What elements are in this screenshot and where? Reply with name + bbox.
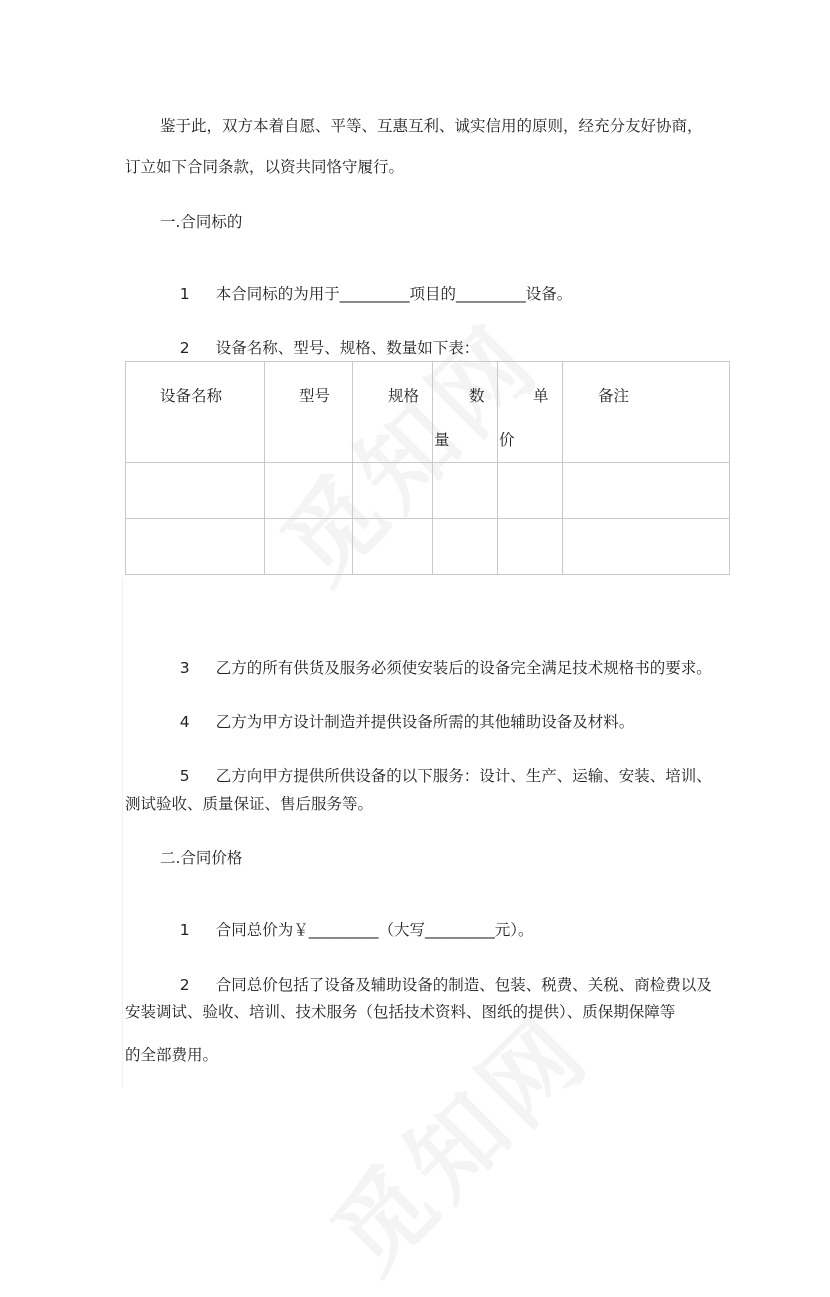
section-heading-1: 一.合同标的 <box>160 213 243 231</box>
header-cell-spec: 规格 <box>353 362 433 463</box>
intro-line-2: 订立如下合同条款，以资共同恪守履行。 <box>125 158 405 176</box>
margin-guide <box>122 578 123 1088</box>
clause-text: 乙方为甲方设计制造并提供设备所需的其他辅助设备及材料。 <box>215 713 635 731</box>
table-cell <box>353 463 433 519</box>
clause-1-3 <box>160 638 712 696</box>
table-cell <box>433 463 498 519</box>
table-cell <box>353 519 433 575</box>
clause-text: 乙方向甲方提供所供设备的以下服务：设计、生产、运输、安装、培训、 <box>215 767 712 785</box>
table-cell <box>498 519 563 575</box>
clause-2-1 <box>160 900 533 958</box>
table-cell <box>563 463 730 519</box>
clause-number: 2 <box>179 339 190 357</box>
table-cell <box>126 463 265 519</box>
clause-1-1 <box>160 264 572 322</box>
table-cell <box>126 519 265 575</box>
clause-2-2-continued: 的全部费用。 <box>125 1046 219 1064</box>
section-heading-2: 二.合同价格 <box>160 849 243 867</box>
clause-number: 3 <box>179 659 190 677</box>
table-row <box>126 519 730 575</box>
intro-line-1: 鉴于此，双方本着自愿、平等、互惠互利、诚实信用的原则，经充分友好协商， <box>160 117 703 135</box>
clause-text: 乙方的所有供货及服务必须使安装后的设备完全满足技术规格书的要求。 <box>215 659 712 677</box>
header-cell-note: 备注 <box>563 362 730 463</box>
table-cell <box>498 463 563 519</box>
table-cell <box>265 519 353 575</box>
clause-number: 4 <box>179 713 190 731</box>
clause-2-2-continued: 安装调试、验收、培训、技术服务（包括技术资料、图纸的提供）、质保期保障等 <box>125 1003 676 1021</box>
clause-1-5-continued: 测试验收、质量保证、售后服务等。 <box>125 795 374 813</box>
clause-number: 5 <box>179 767 190 785</box>
header-cell-qty: 数 量 <box>433 362 498 463</box>
clause-1-4 <box>160 692 634 750</box>
equipment-table <box>125 361 730 575</box>
header-cell-name: 设备名称 <box>126 362 265 463</box>
watermark <box>297 980 614 1297</box>
clause-text: 合同总价包括了设备及辅助设备的制造、包装、税费、关税、商检费以及 <box>215 976 712 994</box>
table-cell <box>563 519 730 575</box>
table-cell <box>265 463 353 519</box>
clause-text: 合同总价为￥_________（大写_________元）。 <box>215 921 534 939</box>
clause-number: 1 <box>179 921 190 939</box>
clause-text: 设备名称、型号、规格、数量如下表： <box>215 339 480 357</box>
table-header-row <box>126 362 730 463</box>
clause-text: 本合同标的为用于_________项目的_________设备。 <box>215 285 573 303</box>
table-cell <box>433 519 498 575</box>
header-cell-model: 型号 <box>265 362 353 463</box>
clause-number: 2 <box>179 976 190 994</box>
clause-number: 1 <box>179 285 190 303</box>
table-row <box>126 463 730 519</box>
header-cell-price: 单 价 <box>498 362 563 463</box>
